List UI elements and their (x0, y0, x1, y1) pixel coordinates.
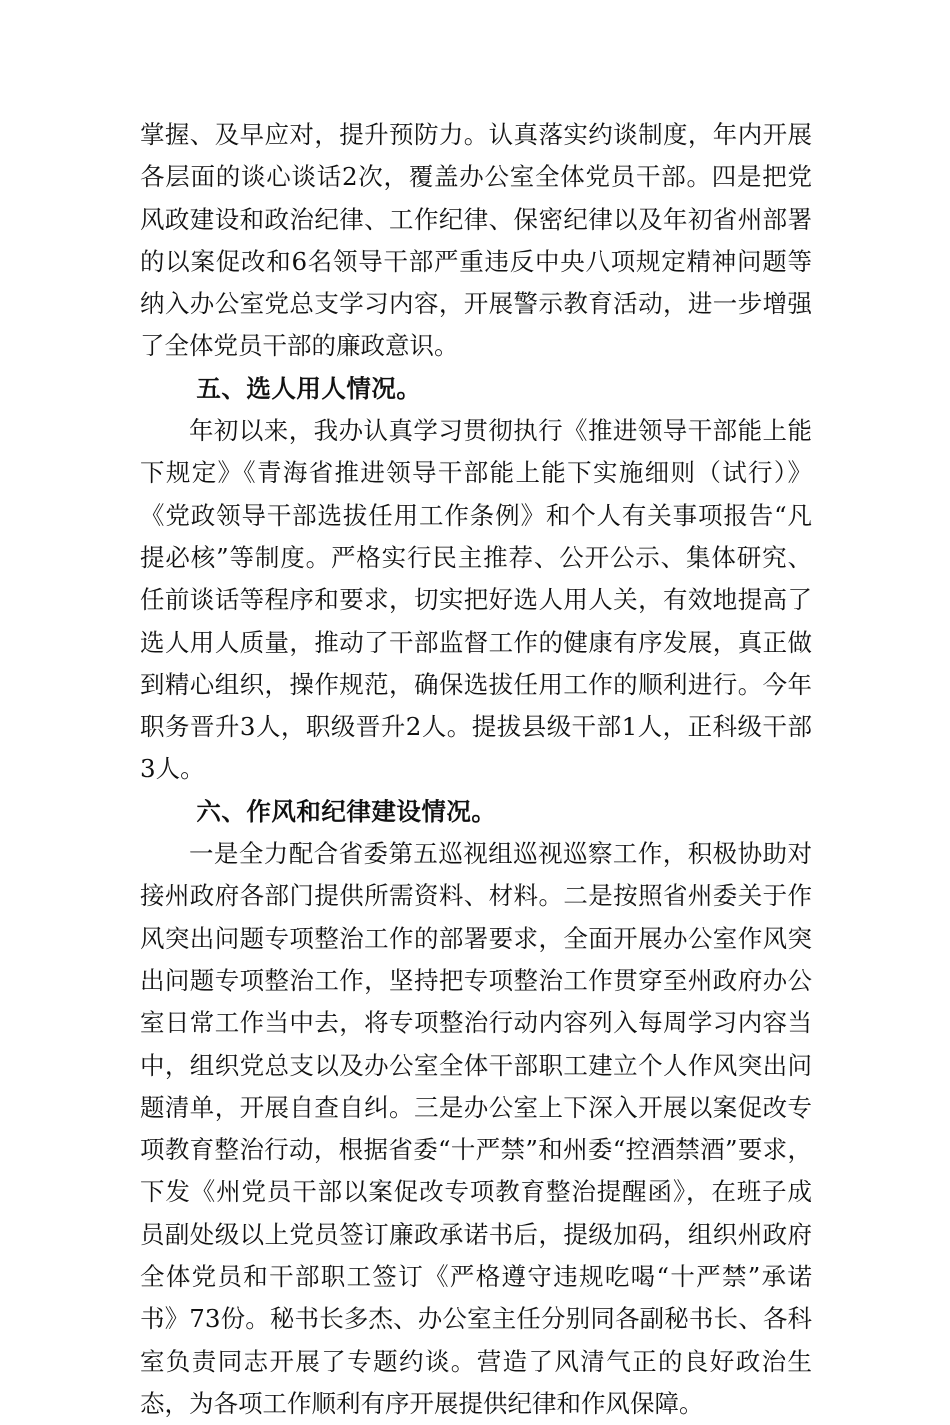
paragraph-personnel-selection: 年初以来，我办认真学习贯彻执行《推进领导干部能上能下规定》《青海省推进领导干部能上能下实施细则（试行）》《党政领导干部选拔任用工作条例》和个人有关事项报告“凡提必核”等制度。严格实行民主推荐、公开公示、集体研究、任前谈话等程序和要求，切实把好选人用人关，有效地提高了选人用人质量，推动了干部监督工作的健康有序发展，真正做到精心组织，操作规范，确保选拔任用工作的顺利进行。今年职务晋升3人，职级晋升2人。提拔县级干部1人，正科级干部3人。 (140, 416, 812, 784)
paragraph-discipline-education: 掌握、及早应对，提升预防力。认真落实约谈制度，年内开展各层面的谈心谈话2次，覆盖办公室全体党员干部。四是把党风政建设和政治纪律、工作纪律、保密纪律以及年初省州部署的以案促改和6名领导干部严重违反中央八项规定精神问题等纳入办公室党总支学习内容，开展警示教育活动，进一步增强了全体党员干部的廉政意识。 (140, 120, 812, 361)
section-heading-work-style-discipline: 六、作风和纪律建设情况。 (196, 796, 497, 826)
section-heading-personnel-selection: 五、选人用人情况。 (196, 373, 422, 403)
paragraph-work-style-discipline: 一是全力配合省委第五巡视组巡视巡察工作，积极协助对接州政府各部门提供所需资料、材料。二是按照省州委关于作风突出问题专项整治工作的部署要求，全面开展办公室作风突出问题专项整治工作，坚持把专项整治工作贯穿至州政府办公室日常工作当中去，将专项整治行动内容列入每周学习内容当中，组织党总支以及办公室全体干部职工建立个人作风突出问题清单，开展自查自纠。三是办公室上下深入开展以案促改专项教育整治行动，根据省委“十严禁”和州委“控酒禁酒”要求，下发《州党员干部以案促改专项教育整治提醒函》，在班子成员副处级以上党员签订廉政承诺书后，提级加码，组织州政府全体党员和干部职工签订《严格遵守违规吃喝“十严禁”承诺书》73份。秘书长多杰、办公室主任分别同各副秘书长、各科室负责同志开展了专题约谈。营造了风清气正的良好政治生态，为各项工作顺利有序开展提供纪律和作风保障。 (140, 839, 812, 1418)
document-body (140, 114, 812, 1425)
